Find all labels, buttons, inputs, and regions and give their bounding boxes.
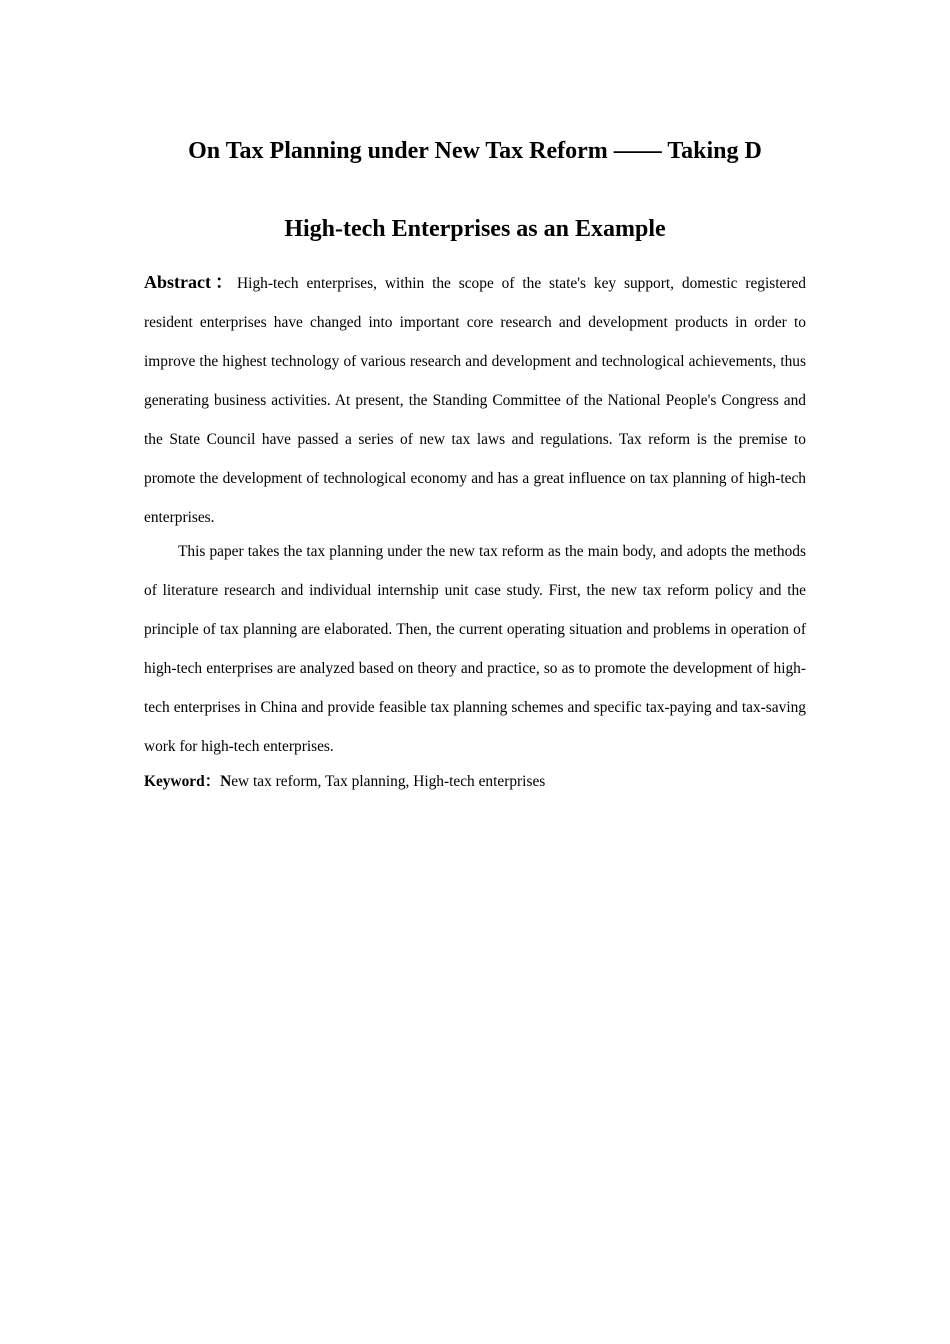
abstract-paragraph-1 (144, 263, 806, 537)
paper-title-line-2: High-tech Enterprises as an Example (284, 216, 666, 242)
abstract-text-1: High-tech enterprises, within the scope of the state's key support, domestic registered resident enterprises have changed into important core research and development products in order to improve the highest technology of various research and development and technological achievements, thus generating business activities. At present, the Standing Committee of the National People's Congress and the State Council have passed a series of new tax laws and regulations. Tax reform is the premise to promote the development of technological economy and has a great influence on tax planning of high-tech enterprises. (144, 275, 806, 526)
abstract-paragraph-2: This paper takes the tax planning under the new tax reform as the main body, and adopts the methods of literature research and individual internship unit case study. First, the new tax reform policy and the principle of tax planning are elaborated. Then, the current operating situation and problems in operation of high-tech enterprises are analyzed based on theory and practice, so as to promote the development of high-tech enterprises in China and provide feasible tax planning schemes and specific tax-paying and tax-saving work for high-tech enterprises. (144, 543, 806, 755)
abstract-label: Abstract： (144, 272, 238, 292)
keywords-label: Keyword： (144, 773, 221, 790)
keywords-line (144, 762, 806, 801)
keywords-first-letter: N (220, 773, 232, 790)
paper-title-line-1: On Tax Planning under New Tax Reform —— Taking D (188, 138, 762, 164)
keywords-text: ew tax reform, Tax planning, High-tech enterprises (231, 773, 546, 790)
